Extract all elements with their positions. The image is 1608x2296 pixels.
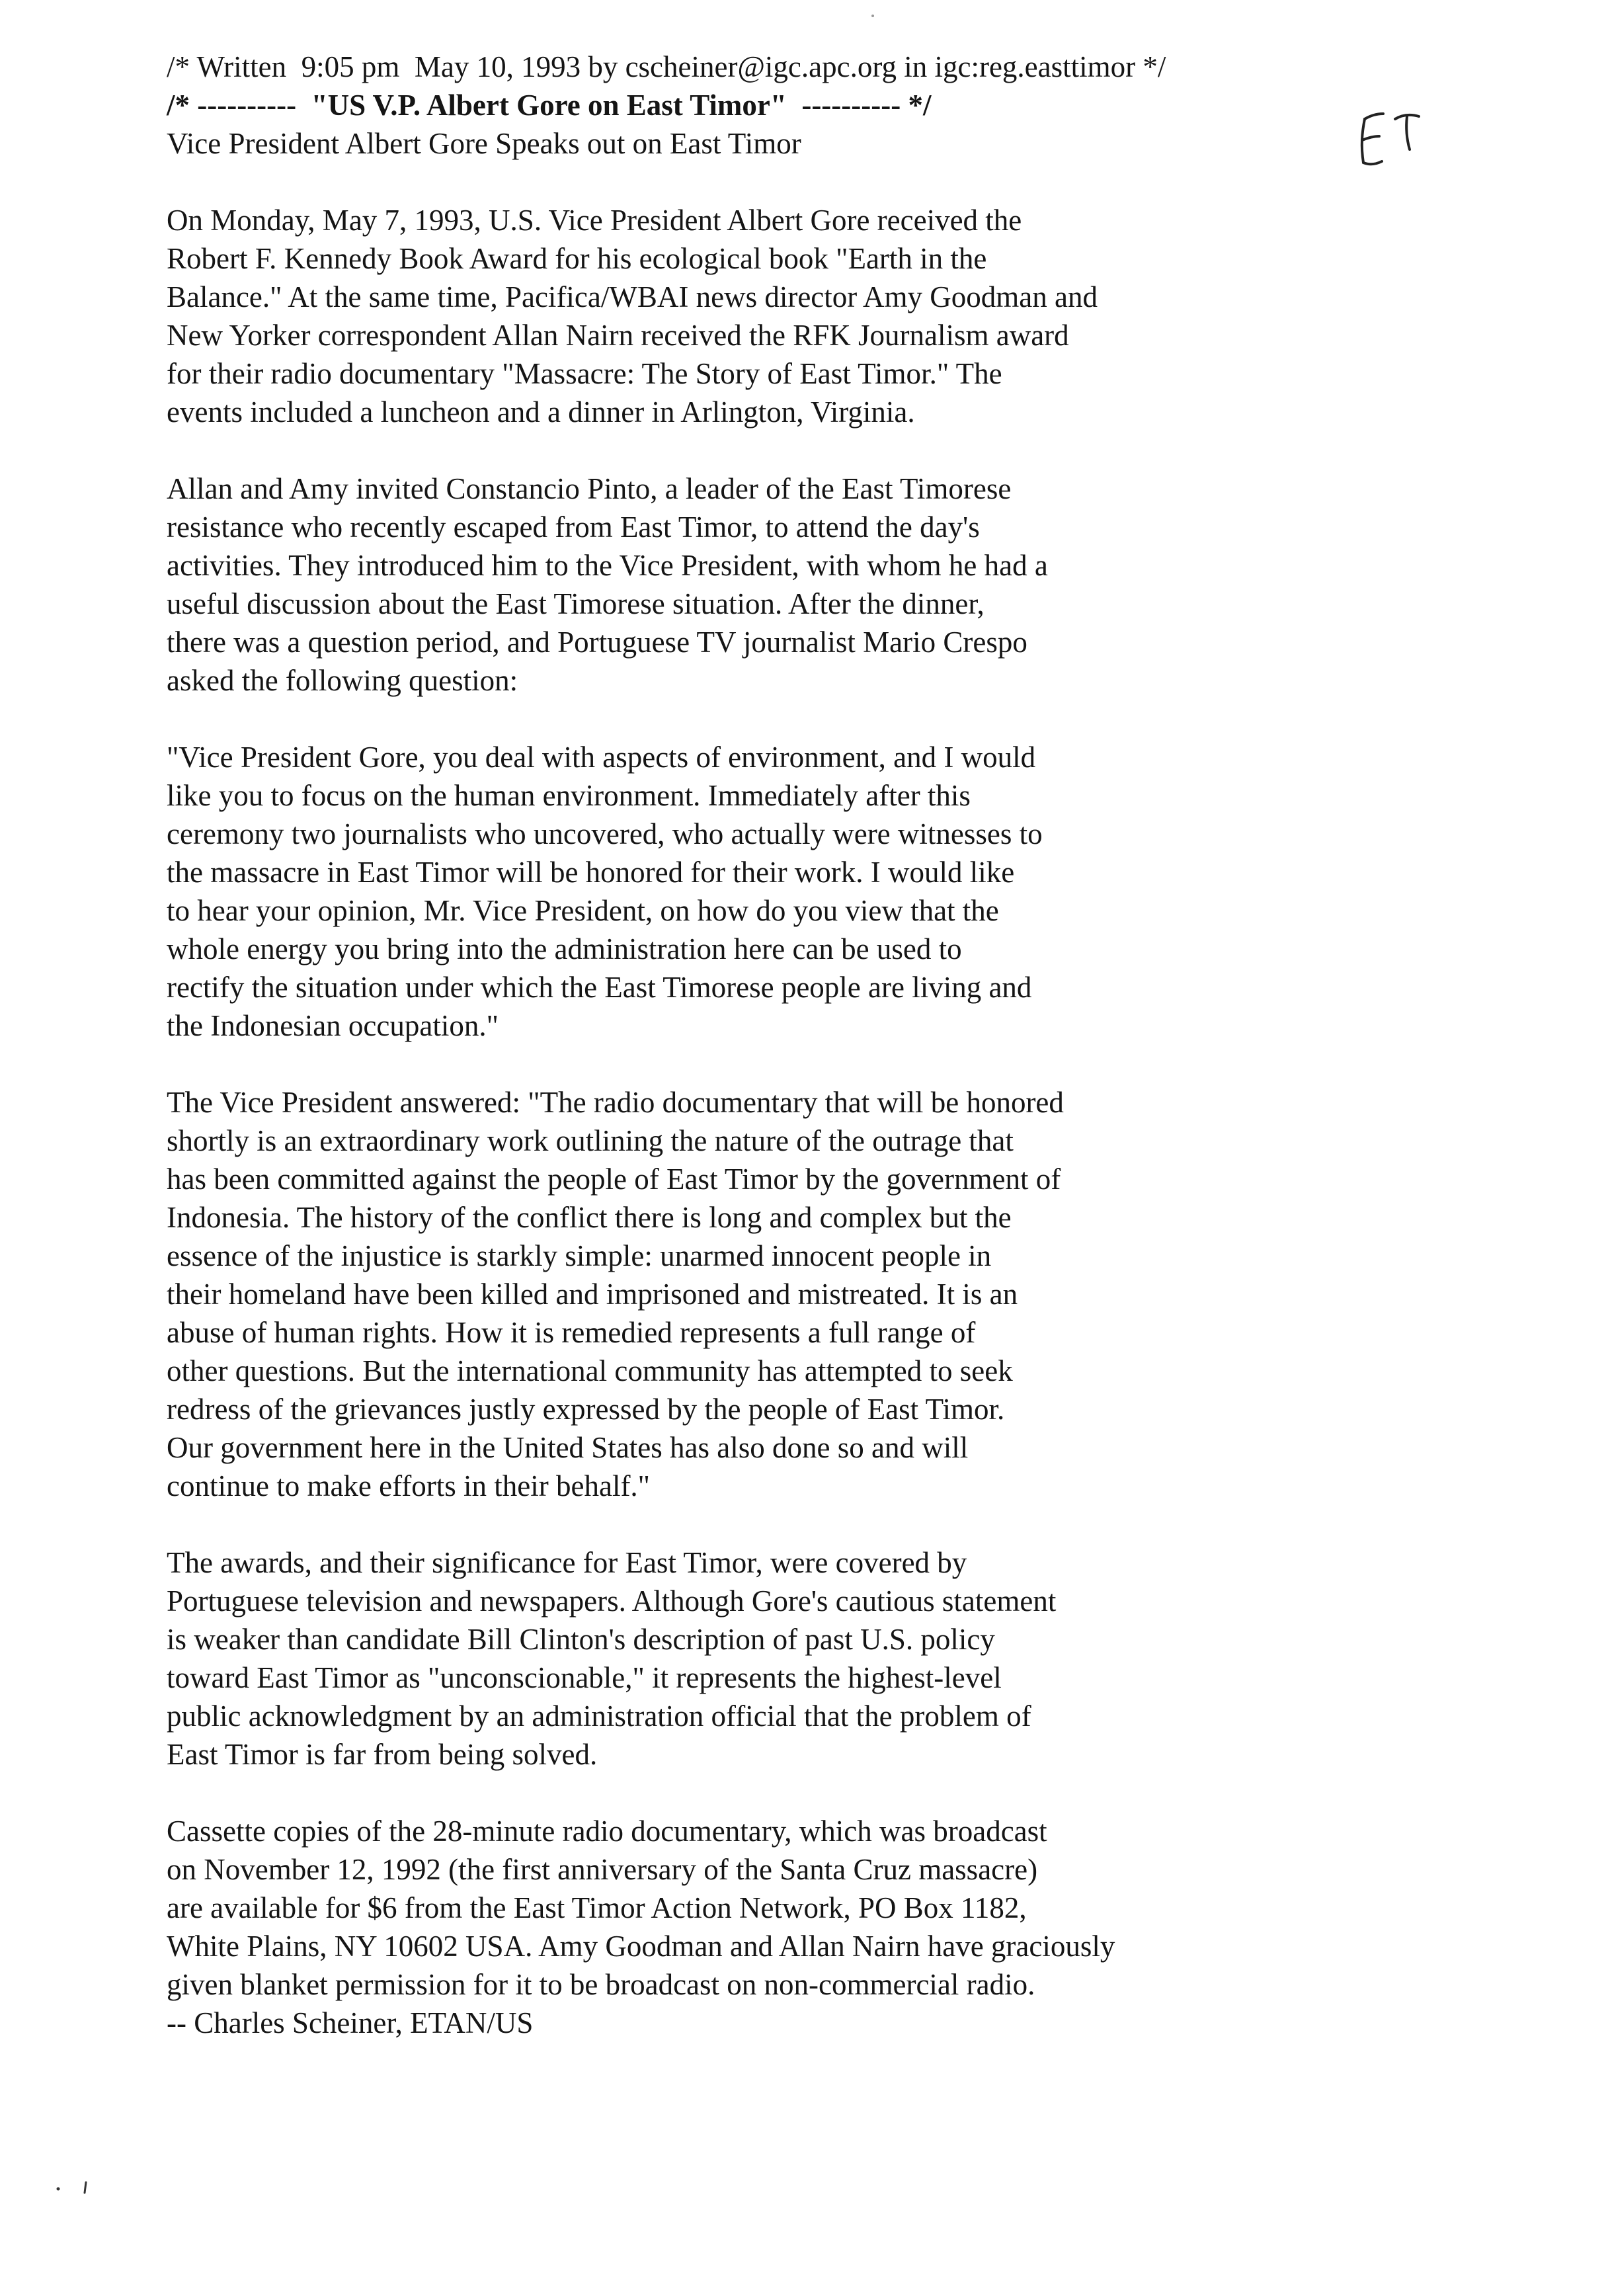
document-subtitle: Vice President Albert Gore Speaks out on East Timor xyxy=(167,127,801,160)
paragraph-line: useful discussion about the East Timorese situation. After the dinner, xyxy=(167,587,985,620)
paragraph-line: their homeland have been killed and imprisoned and mistreated. It is an xyxy=(167,1278,1018,1311)
paragraph-line: shortly is an extraordinary work outlining the nature of the outrage that xyxy=(167,1124,1014,1157)
paragraph-line: for their radio documentary "Massacre: The Story of East Timor." The xyxy=(167,357,1002,390)
paragraph-line: are available for $6 from the East Timor Action Network, PO Box 1182, xyxy=(167,1891,1027,1924)
paragraph-line: on November 12, 1992 (the first anniversary of the Santa Cruz massacre) xyxy=(167,1853,1038,1886)
paragraph-line: given blanket permission for it to be broadcast on non-commercial radio. xyxy=(167,1968,1035,2001)
paragraph-line: toward East Timor as "unconscionable," it represents the highest-level xyxy=(167,1661,1002,1694)
paragraph-line: Balance." At the same time, Pacifica/WBAI news director Amy Goodman and xyxy=(167,280,1098,313)
paragraph-line: to hear your opinion, Mr. Vice President, on how do you view that the xyxy=(167,894,999,927)
paragraph-line: -- Charles Scheiner, ETAN/US xyxy=(167,2006,534,2039)
paragraph-line: New Yorker correspondent Allan Nairn received the RFK Journalism award xyxy=(167,319,1069,352)
scan-speck xyxy=(871,15,874,17)
paragraph xyxy=(167,1083,1463,1505)
scan-marks-icon xyxy=(52,2177,98,2197)
paragraph-line: whole energy you bring into the administration here can be used to xyxy=(167,932,962,965)
paragraph xyxy=(167,738,1463,1045)
paragraph-line: "Vice President Gore, you deal with aspects of environment, and I would xyxy=(167,741,1036,774)
paragraph-line: The Vice President answered: "The radio documentary that will be honored xyxy=(167,1086,1064,1119)
paragraph-line: like you to focus on the human environment. Immediately after this xyxy=(167,779,971,812)
paragraph-line: The awards, and their significance for East Timor, were covered by xyxy=(167,1546,967,1579)
paragraph-line: ceremony two journalists who uncovered, who actually were witnesses to xyxy=(167,817,1043,850)
paragraph-line: asked the following question: xyxy=(167,664,518,697)
paragraph-line: is weaker than candidate Bill Clinton's description of past U.S. policy xyxy=(167,1623,995,1656)
paragraph-line: has been committed against the people of East Timor by the government of xyxy=(167,1163,1061,1196)
paragraph-line: White Plains, NY 10602 USA. Amy Goodman and Allan Nairn have graciously xyxy=(167,1930,1115,1963)
paragraph-line: On Monday, May 7, 1993, U.S. Vice President Albert Gore received the xyxy=(167,204,1022,237)
document-body xyxy=(167,48,1463,2080)
margin-note-text xyxy=(1362,112,1363,113)
paragraph-line: other questions. But the international community has attempted to seek xyxy=(167,1354,1013,1387)
paragraph xyxy=(167,1543,1463,1774)
paragraph-line: rectify the situation under which the East Timorese people are living and xyxy=(167,971,1032,1004)
paragraph-line: Cassette copies of the 28-minute radio documentary, which was broadcast xyxy=(167,1815,1047,1848)
paragraph-line: East Timor is far from being solved. xyxy=(167,1738,598,1771)
header-meta-line: /* Written 9:05 pm May 10, 1993 by cscheiner@igc.apc.org in igc:reg.easttimor */ xyxy=(167,50,1166,83)
paragraph-line: Robert F. Kennedy Book Award for his ecological book "Earth in the xyxy=(167,242,987,275)
paragraph-line: Our government here in the United States has also done so and will xyxy=(167,1431,969,1464)
paragraph-line: events included a luncheon and a dinner in Arlington, Virginia. xyxy=(167,395,915,429)
paragraph-line: resistance who recently escaped from East Timor, to attend the day's xyxy=(167,511,980,544)
paragraph-line: Indonesia. The history of the conflict there is long and complex but the xyxy=(167,1201,1012,1234)
paragraph-line: Allan and Amy invited Constancio Pinto, a leader of the East Timorese xyxy=(167,472,1012,505)
paragraph-line: essence of the injustice is starkly simple: unarmed innocent people in xyxy=(167,1239,992,1272)
paragraph-line: there was a question period, and Portuguese TV journalist Mario Crespo xyxy=(167,626,1027,659)
paragraph-line: redress of the grievances justly expressed by the people of East Timor. xyxy=(167,1393,1005,1426)
paragraph-line: the massacre in East Timor will be honored for their work. I would like xyxy=(167,856,1015,889)
paragraph xyxy=(167,1812,1463,2042)
paragraph-line: activities. They introduced him to the Vice President, with whom he had a xyxy=(167,549,1048,582)
paragraph xyxy=(167,201,1463,431)
paragraph-line: Portuguese television and newspapers. Although Gore's cautious statement xyxy=(167,1584,1057,1618)
paragraph-line: continue to make efforts in their behalf." xyxy=(167,1469,651,1502)
paragraph-line: abuse of human rights. How it is remedied represents a full range of xyxy=(167,1316,976,1349)
handwritten-note-icon xyxy=(1355,106,1435,172)
paragraph xyxy=(167,470,1463,700)
paragraph-list xyxy=(167,201,1463,2042)
document-title: /* ---------- "US V.P. Albert Gore on East Timor" ---------- */ xyxy=(167,89,932,122)
paragraph-line: the Indonesian occupation." xyxy=(167,1009,499,1042)
paragraph-line: public acknowledgment by an administration official that the problem of xyxy=(167,1700,1031,1733)
